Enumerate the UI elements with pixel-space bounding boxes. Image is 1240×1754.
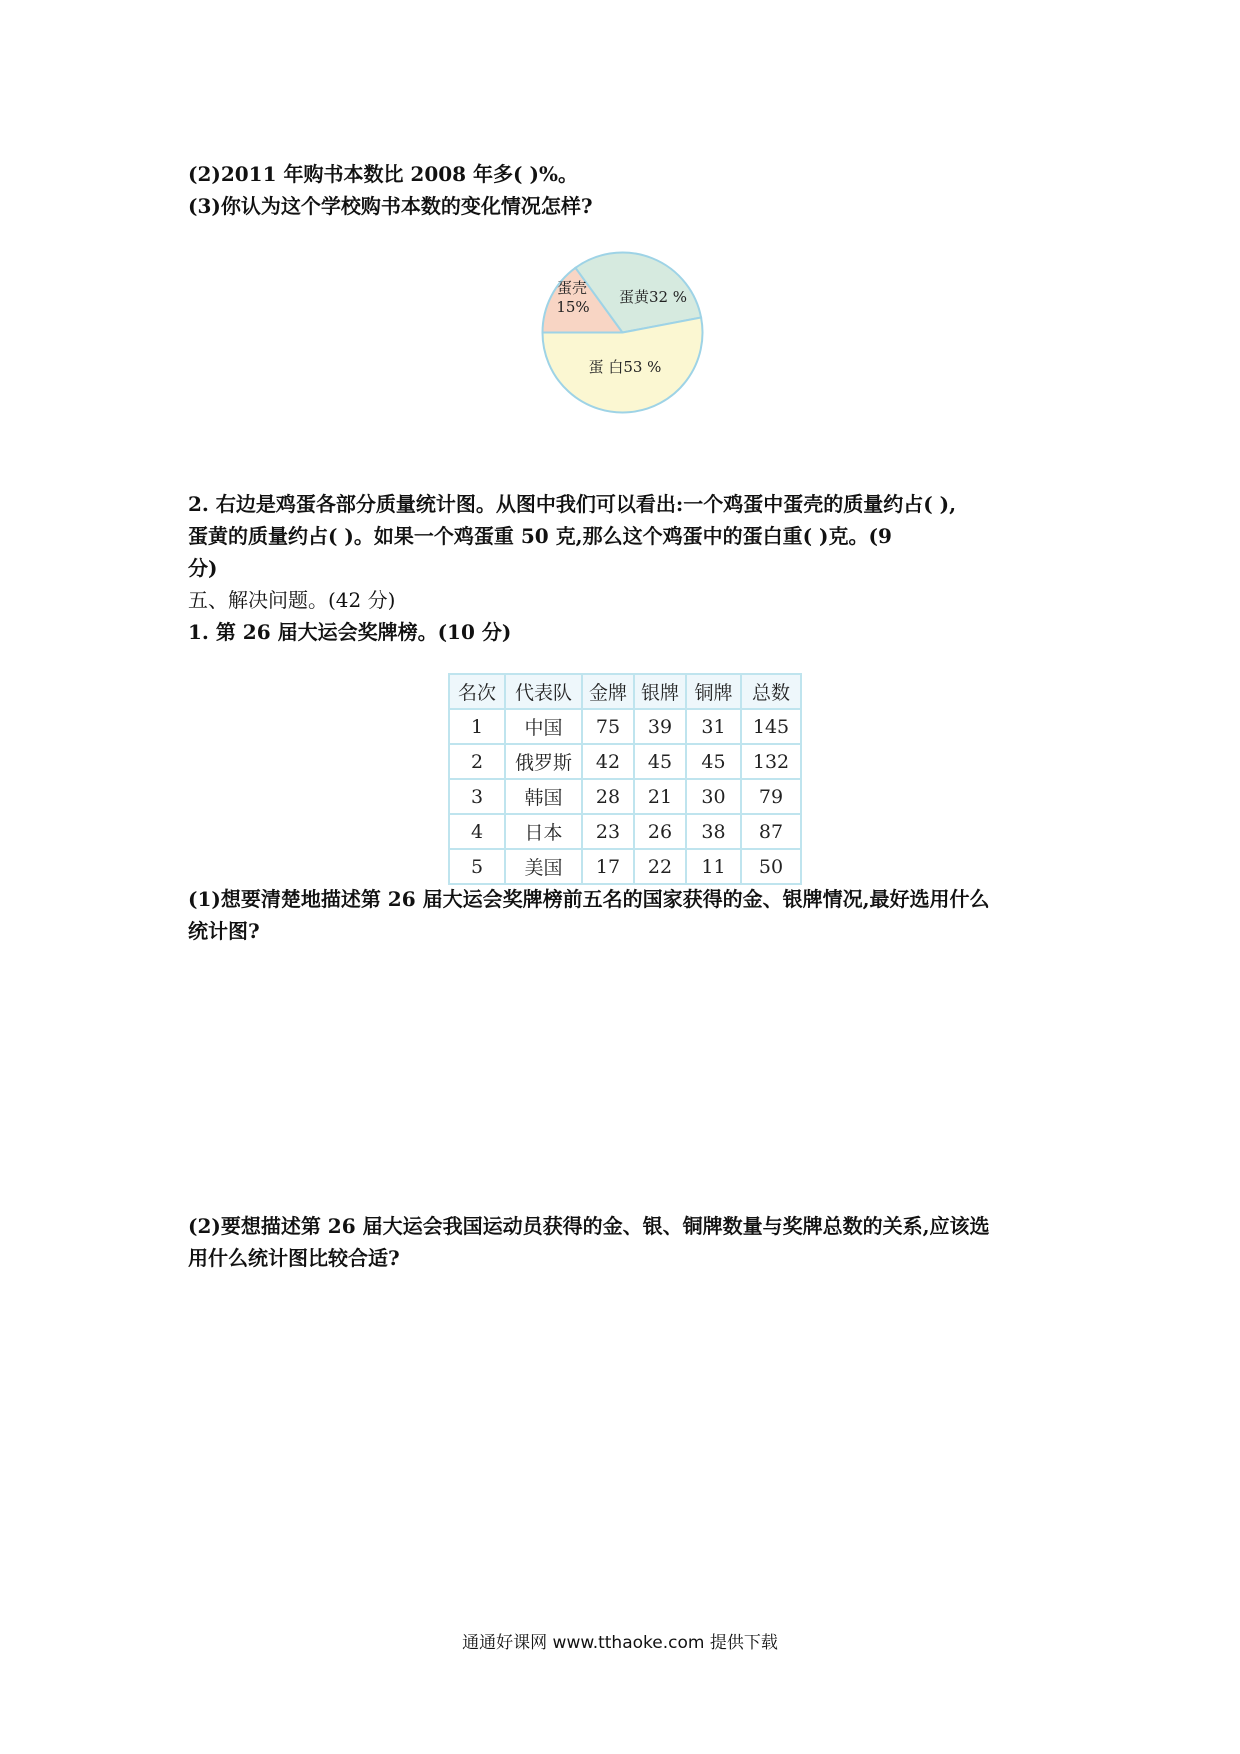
table-row [449, 709, 801, 744]
cell-bronze: 30 [686, 779, 741, 814]
cell-silver: 26 [634, 814, 686, 849]
pie-label-white: 蛋 白53 % [588, 358, 662, 376]
footer-credit: 通通好课网 www.tthaoke.com 提供下载 [462, 1633, 778, 1653]
cell-gold: 17 [582, 849, 634, 884]
cell-rank: 1 [449, 709, 505, 744]
cell-gold: 42 [582, 744, 634, 779]
header-gold: 金牌 [582, 674, 634, 709]
question-2-2: (2)2011 年购书本数比 2008 年多( )%。 [188, 162, 578, 186]
medal-question-2-line2: 用什么统计图比较合适? [188, 1246, 400, 1270]
cell-team: 中国 [505, 709, 582, 744]
cell-rank: 5 [449, 849, 505, 884]
cell-team: 日本 [505, 814, 582, 849]
cell-total: 50 [741, 849, 801, 884]
cell-gold: 75 [582, 709, 634, 744]
cell-total: 145 [741, 709, 801, 744]
cell-gold: 28 [582, 779, 634, 814]
egg-pie-chart [540, 250, 705, 415]
cell-silver: 45 [634, 744, 686, 779]
medal-question-title: 1. 第 26 届大运会奖牌榜。(10 分) [188, 620, 512, 644]
table-row [449, 779, 801, 814]
medal-question-1-line2: 统计图? [188, 919, 260, 943]
header-team: 代表队 [505, 674, 582, 709]
header-total: 总数 [741, 674, 801, 709]
medal-question-2-line1: (2)要想描述第 26 届大运会我国运动员获得的金、银、铜牌数量与奖牌总数的关系,应该选 [188, 1214, 990, 1238]
cell-rank: 2 [449, 744, 505, 779]
pie-label-yolk: 蛋黄32 % [618, 288, 688, 306]
medal-table [448, 673, 802, 885]
table-row [449, 849, 801, 884]
header-silver: 银牌 [634, 674, 686, 709]
medal-question-1-line1: (1)想要清楚地描述第 26 届大运会奖牌榜前五名的国家获得的金、银牌情况,最好选用什么 [188, 887, 990, 911]
pie-label-shell-name: 蛋壳 [556, 279, 588, 297]
cell-total: 79 [741, 779, 801, 814]
egg-question-line2: 蛋黄的质量约占( )。如果一个鸡蛋重 50 克,那么这个鸡蛋中的蛋白重( )克。(9 [188, 524, 892, 548]
header-rank: 名次 [449, 674, 505, 709]
cell-team: 美国 [505, 849, 582, 884]
cell-bronze: 11 [686, 849, 741, 884]
header-bronze: 铜牌 [686, 674, 741, 709]
section-5-heading: 五、解决问题。(42 分) [188, 588, 396, 612]
cell-silver: 21 [634, 779, 686, 814]
cell-silver: 22 [634, 849, 686, 884]
question-2-3: (3)你认为这个学校购书本数的变化情况怎样? [188, 194, 593, 218]
cell-silver: 39 [634, 709, 686, 744]
cell-gold: 23 [582, 814, 634, 849]
medal-table-header-row [449, 674, 801, 709]
cell-total: 87 [741, 814, 801, 849]
cell-team: 俄罗斯 [505, 744, 582, 779]
pie-label-shell-value: 15% [556, 298, 590, 316]
cell-rank: 3 [449, 779, 505, 814]
egg-question-line3: 分) [188, 556, 218, 580]
cell-bronze: 31 [686, 709, 741, 744]
cell-team: 韩国 [505, 779, 582, 814]
egg-question-line1: 2. 右边是鸡蛋各部分质量统计图。从图中我们可以看出:一个鸡蛋中蛋壳的质量约占( ), [188, 492, 957, 516]
table-row [449, 744, 801, 779]
cell-rank: 4 [449, 814, 505, 849]
table-row [449, 814, 801, 849]
cell-bronze: 38 [686, 814, 741, 849]
cell-total: 132 [741, 744, 801, 779]
cell-bronze: 45 [686, 744, 741, 779]
